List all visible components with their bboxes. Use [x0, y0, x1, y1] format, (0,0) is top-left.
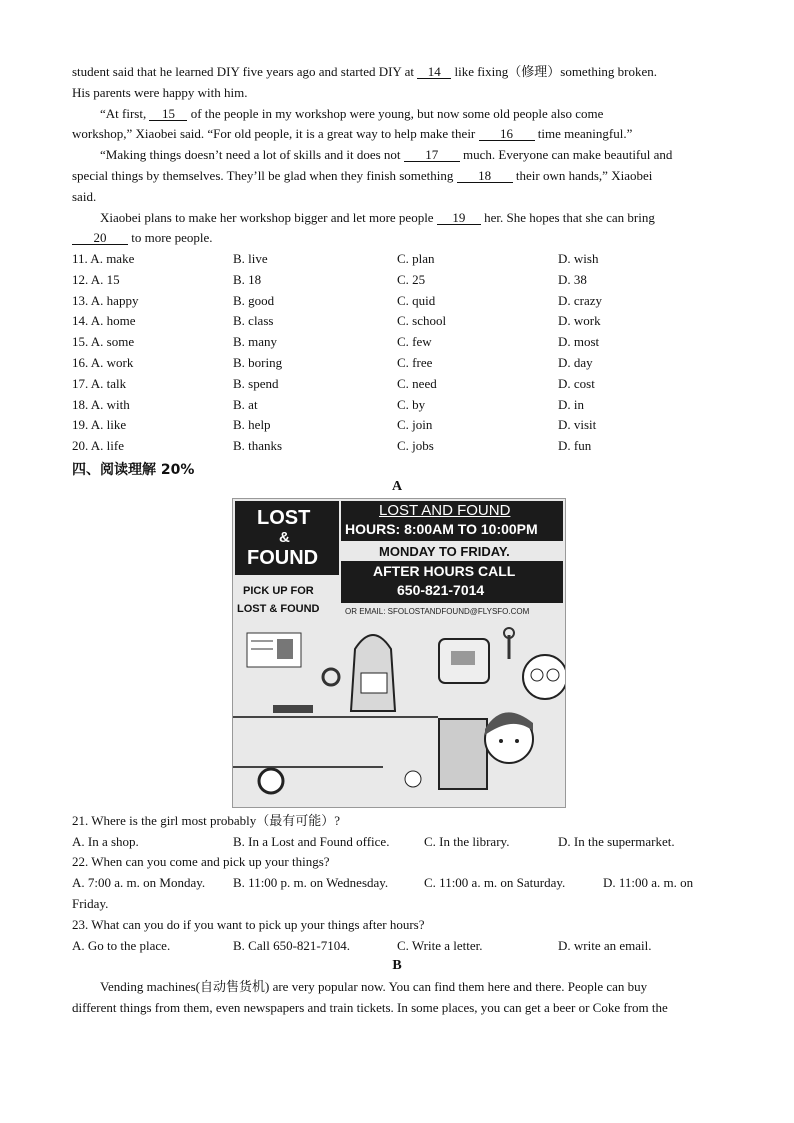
- blank-18: 18: [457, 169, 513, 183]
- cloze-option-b: B. good: [233, 292, 275, 308]
- cloze-option-d: D. visit: [558, 417, 597, 433]
- cloze-option-a: 19. A. like: [72, 417, 127, 433]
- cloze-option-a: 12. A. 15: [72, 271, 120, 287]
- cloze-option-c: C. by: [397, 396, 426, 412]
- passage-line: student said that he learned DIY five years ago and started DIY at 14 like fixing（修理）something broken.: [72, 64, 658, 79]
- poster-days: MONDAY TO FRIDAY.: [379, 544, 510, 559]
- cloze-option-c: C. school: [397, 313, 447, 329]
- cloze-option-d: D. most: [558, 334, 600, 350]
- passage-line: Xiaobei plans to make her workshop bigger and let more people 19 her. She hopes that she can bring: [100, 210, 655, 225]
- q23-option-a: A. Go to the place.: [72, 938, 171, 953]
- cloze-option-a: 15. A. some: [72, 334, 135, 350]
- passage-line: special things by themselves. They’ll be glad when they finish something 18 their own hands,” Xiaobei: [72, 168, 653, 183]
- q22-option-a: A. 7:00 a. m. on Monday.: [72, 875, 206, 890]
- cloze-option-a: 13. A. happy: [72, 292, 139, 308]
- blank-17: 17: [404, 148, 460, 162]
- cloze-option-b: B. boring: [233, 355, 283, 370]
- passage-line: “At first, 15 of the people in my workshop were young, but now some old people also come: [100, 106, 604, 121]
- question-23: 23. What can you do if you want to pick up your things after hours?: [72, 917, 425, 932]
- cloze-option-a: 20. A. life: [72, 438, 124, 454]
- poster-title: LOST AND FOUND: [379, 502, 511, 519]
- cloze-option-c: C. jobs: [397, 438, 434, 454]
- q21-option-a: A. In a shop.: [72, 834, 139, 849]
- cloze-option-c: C. need: [397, 375, 437, 391]
- passage-line: workshop,” Xiaobei said. “For old people, it is a great way to help make their 16 time meaningful.”: [72, 126, 633, 141]
- passage-b-line: Vending machines(自动售货机) are very popular now. You can find them here and there. People can buy: [100, 979, 648, 994]
- cloze-option-c: C. plan: [397, 251, 435, 266]
- q22-option-b: B. 11:00 p. m. on Wednesday.: [233, 875, 389, 890]
- cloze-option-a: 14. A. home: [72, 313, 136, 329]
- cloze-option-b: B. live: [233, 251, 268, 266]
- q22-option-d-cont: Friday.: [72, 896, 109, 911]
- cloze-option-d: D. in: [558, 396, 584, 412]
- cloze-option-d: D. wish: [558, 251, 599, 266]
- cloze-option-a: 17. A. talk: [72, 375, 127, 391]
- poster-found: FOUND: [247, 547, 319, 569]
- blank-19: 19: [437, 211, 481, 225]
- section-heading: 四、阅读理解 20%: [72, 462, 195, 478]
- passage-line: said.: [72, 189, 97, 204]
- blank-16: 16: [479, 127, 535, 141]
- cloze-option-c: C. join: [397, 417, 433, 433]
- blank-20: 20: [72, 231, 128, 245]
- q23-option-d: D. write an email.: [558, 938, 652, 953]
- cloze-option-d: D. crazy: [558, 292, 603, 308]
- question-21: 21. Where is the girl most probably（最有可能）?: [72, 813, 341, 828]
- cloze-option-c: C. quid: [397, 292, 436, 308]
- question-22: 22. When can you come and pick up your things?: [72, 854, 330, 869]
- part-a-label: A: [391, 479, 403, 494]
- passage-line: “Making things doesn’t need a lot of skills and it does not 17 much. Everyone can make beautiful and: [100, 147, 673, 162]
- lost-items-illustration: [233, 619, 565, 807]
- cloze-option-c: C. few: [397, 334, 432, 350]
- poster-lost: LOST: [257, 507, 311, 529]
- q21-option-b: B. In a Lost and Found office.: [233, 834, 390, 849]
- cloze-option-a: 18. A. with: [72, 396, 130, 412]
- q22-option-d: D. 11:00 a. m. on: [603, 875, 694, 890]
- cloze-option-d: D. work: [558, 313, 601, 329]
- blank-14: 14: [417, 65, 451, 79]
- cloze-option-d: D. fun: [558, 438, 592, 454]
- cloze-option-b: B. many: [233, 334, 278, 350]
- q21-option-d: D. In the supermarket.: [558, 834, 675, 849]
- cloze-option-b: B. thanks: [233, 438, 283, 454]
- cloze-option-a: 11. A. make: [72, 251, 135, 266]
- q22-option-c: C. 11:00 a. m. on Saturday.: [424, 875, 566, 890]
- q23-option-b: B. Call 650-821-7104.: [233, 938, 350, 953]
- poster-phone: 650-821-7014: [397, 582, 485, 598]
- passage-line: 20 to more people.: [72, 230, 212, 246]
- passage-line: His parents were happy with him.: [72, 85, 248, 100]
- q21-option-c: C. In the library.: [424, 834, 510, 849]
- cloze-option-d: D. day: [558, 355, 593, 370]
- poster-pick-up-2: LOST & FOUND: [237, 603, 320, 615]
- poster-hours: HOURS: 8:00AM TO 10:00PM: [345, 521, 538, 537]
- part-b-label: B: [392, 958, 402, 973]
- poster-email: OR EMAIL: SFOLOSTANDFOUND@FLYSFO.COM: [345, 607, 530, 616]
- cloze-option-b: B. help: [233, 417, 271, 433]
- cloze-option-d: D. cost: [558, 375, 595, 391]
- poster-pick-up: PICK UP FOR: [243, 585, 314, 597]
- passage-b-line: different things from them, even newspapers and train tickets. In some places, you can get a beer or Coke from the: [72, 1000, 668, 1015]
- cloze-option-b: B. class: [233, 313, 274, 329]
- cloze-option-b: B. at: [233, 396, 258, 412]
- cloze-option-b: B. spend: [233, 375, 279, 391]
- cloze-option-b: B. 18: [233, 271, 262, 287]
- cloze-option-d: D. 38: [558, 271, 587, 287]
- cloze-option-a: 16. A. work: [72, 355, 134, 370]
- blank-15: 15: [149, 107, 187, 121]
- poster-amp: &: [279, 529, 290, 546]
- poster-after-hours: AFTER HOURS CALL: [373, 563, 516, 579]
- cloze-option-c: C. free: [397, 355, 433, 370]
- q23-option-c: C. Write a letter.: [397, 938, 483, 953]
- cloze-option-c: C. 25: [397, 271, 426, 287]
- lost-and-found-poster: [232, 498, 566, 808]
